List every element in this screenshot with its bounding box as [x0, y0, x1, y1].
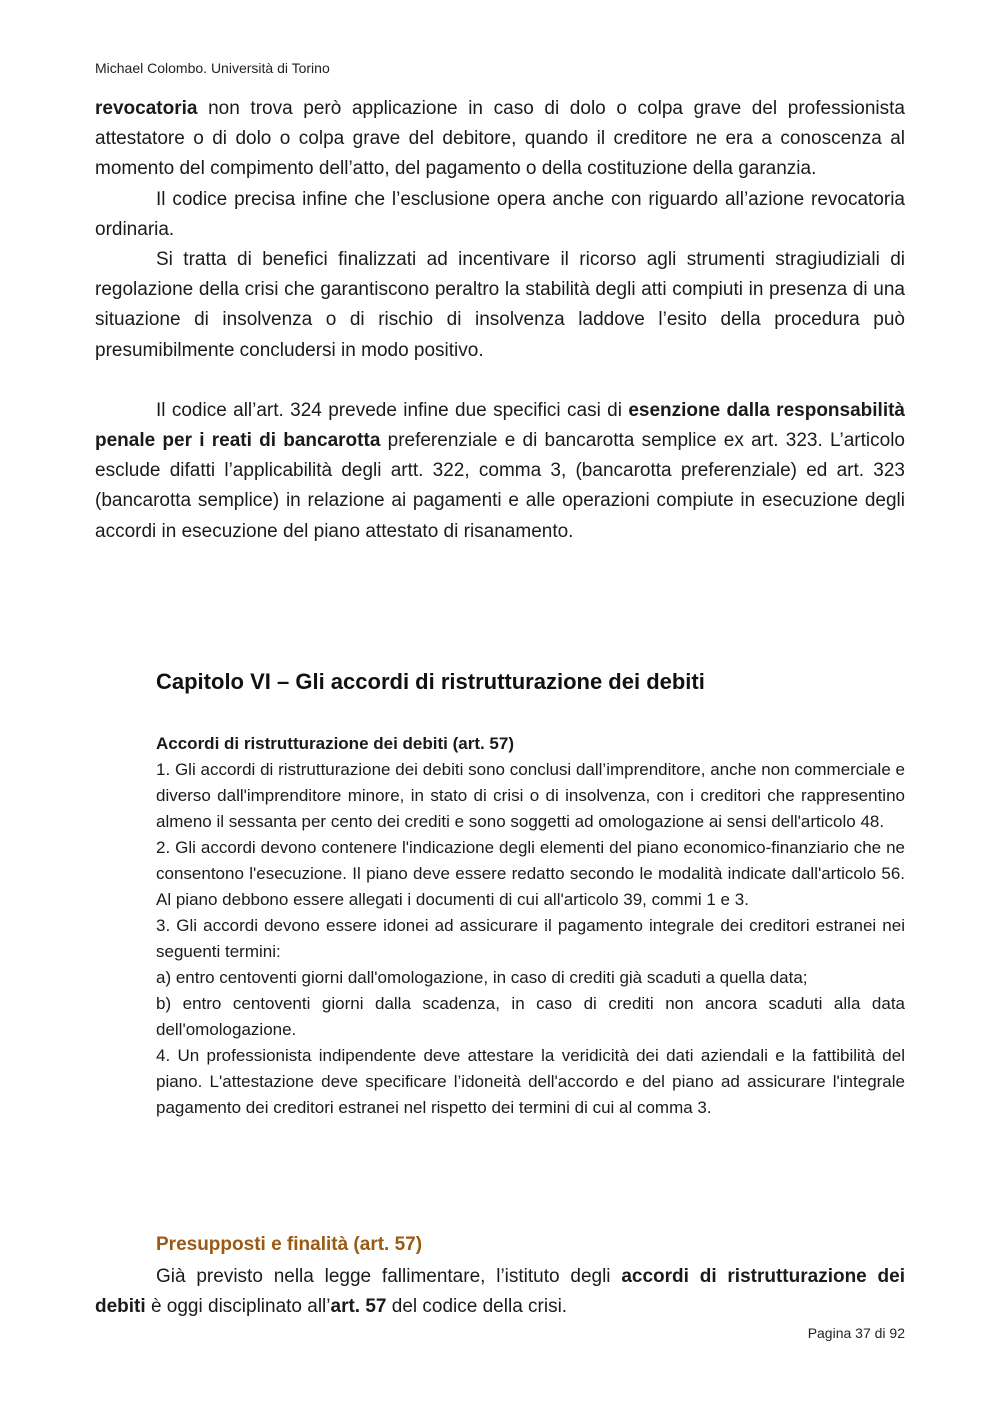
- running-header: Michael Colombo. Università di Torino: [95, 60, 330, 76]
- chapter-title: Capitolo VI – Gli accordi di ristrutturazione dei debiti: [156, 669, 705, 694]
- article-title: Accordi di ristrutturazione dei debiti (art. 57): [156, 734, 514, 753]
- bold-term: art. 57: [330, 1296, 387, 1318]
- paragraph-revocatoria: [95, 94, 905, 185]
- paragraph-text: Già previsto nella legge fallimentare, l’istituto degli: [156, 1266, 622, 1287]
- page-number: Pagina 37 di 92: [807, 1325, 905, 1341]
- final-paragraph-block: [95, 1262, 905, 1322]
- paragraph-exclusion: Il codice precisa infine che l’esclusione opera anche con riguardo all’azione revocatoria ordinaria.: [95, 188, 905, 240]
- paragraph-text: Il codice all’art. 324 prevede infine due specifici casi di: [156, 399, 629, 421]
- section-heading: Presupposti e finalità (art. 57): [156, 1234, 423, 1255]
- article-item: b) entro centoventi giorni dalla scadenza, in caso di crediti non ancora scaduti alla data dell'omologazione.: [156, 994, 905, 1039]
- bold-term: accordi di ristrutturazione dei debiti: [95, 1266, 905, 1318]
- paragraph-text: è oggi disciplinato all’: [145, 1296, 331, 1318]
- paragraph-text: del codice della crisi.: [386, 1296, 568, 1318]
- paragraph-text: non trova però applicazione in caso di dolo o colpa grave del professionista attestatore o di dolo o colpa grave del debitore, quando il creditore ne era a conoscenza al momento del compimento dell’atto, del pagamento o della costituzione della garanzia.: [95, 98, 905, 180]
- article-item: 3. Gli accordi devono essere idonei ad assicurare il pagamento integrale dei creditori estranei nei seguenti termini:: [156, 916, 905, 961]
- article-item: 4. Un professionista indipendente deve attestare la veridicità dei dati aziendali e la fattibilità del piano. L'attestazione deve specificare l’idoneità dell'accordo e del piano ad assicurare l'integrale pagamento dei creditori estranei nel rispetto dei termini di cui al comma 3.: [156, 1046, 905, 1117]
- intro-text: [95, 94, 905, 547]
- article-item: 1. Gli accordi di ristrutturazione dei debiti sono conclusi dall’imprenditore, anche non commerciale e diverso dall'imprenditore minore, in stato di crisi o di insolvenza, con i creditori che rappresentino almeno il sessanta per cento dei crediti e sono soggetti ad omologazione ai sensi dell'articolo 48.: [156, 760, 905, 831]
- paragraph-text: preferenziale e di bancarotta semplice ex art. 323. L’articolo esclude difatti l’applicabilità degli artt. 322, comma 3, (bancarotta preferenziale) ed art. 323 (bancarotta semplice) in relazione ai pagamenti e alle operazioni compiute in esecuzione degli accordi in esecuzione del piano attestato di risanamento.: [95, 430, 905, 542]
- article-quote: [156, 731, 905, 1121]
- bold-term: revocatoria: [95, 98, 198, 119]
- article-item: a) entro centoventi giorni dall'omologazione, in caso di crediti già scaduti a quella data;: [156, 968, 808, 987]
- final-paragraph: [95, 1262, 905, 1322]
- article-item: 2. Gli accordi devono contenere l'indicazione degli elementi del piano economico-finanziario che ne consentono l'esecuzione. Il piano deve essere redatto secondo le modalità indicate dall'articolo 56. Al piano debbono essere allegati i documenti di cui all'articolo 39, commi 1 e 3.: [156, 838, 905, 909]
- paragraph-benefits: Si tratta di benefici finalizzati ad incentivare il ricorso agli strumenti stragiudiziali di regolazione della crisi che garantiscono peraltro la stabilità degli atti compiuti in presenza di una situazione di insolvenza o di rischio di insolvenza laddove l’esito della procedura può presumibilmente concludersi in modo positivo.: [95, 249, 905, 361]
- paragraph-art-324: [95, 396, 905, 547]
- bold-term: esenzione dalla responsabilità penale per i reati di bancarotta: [95, 399, 906, 452]
